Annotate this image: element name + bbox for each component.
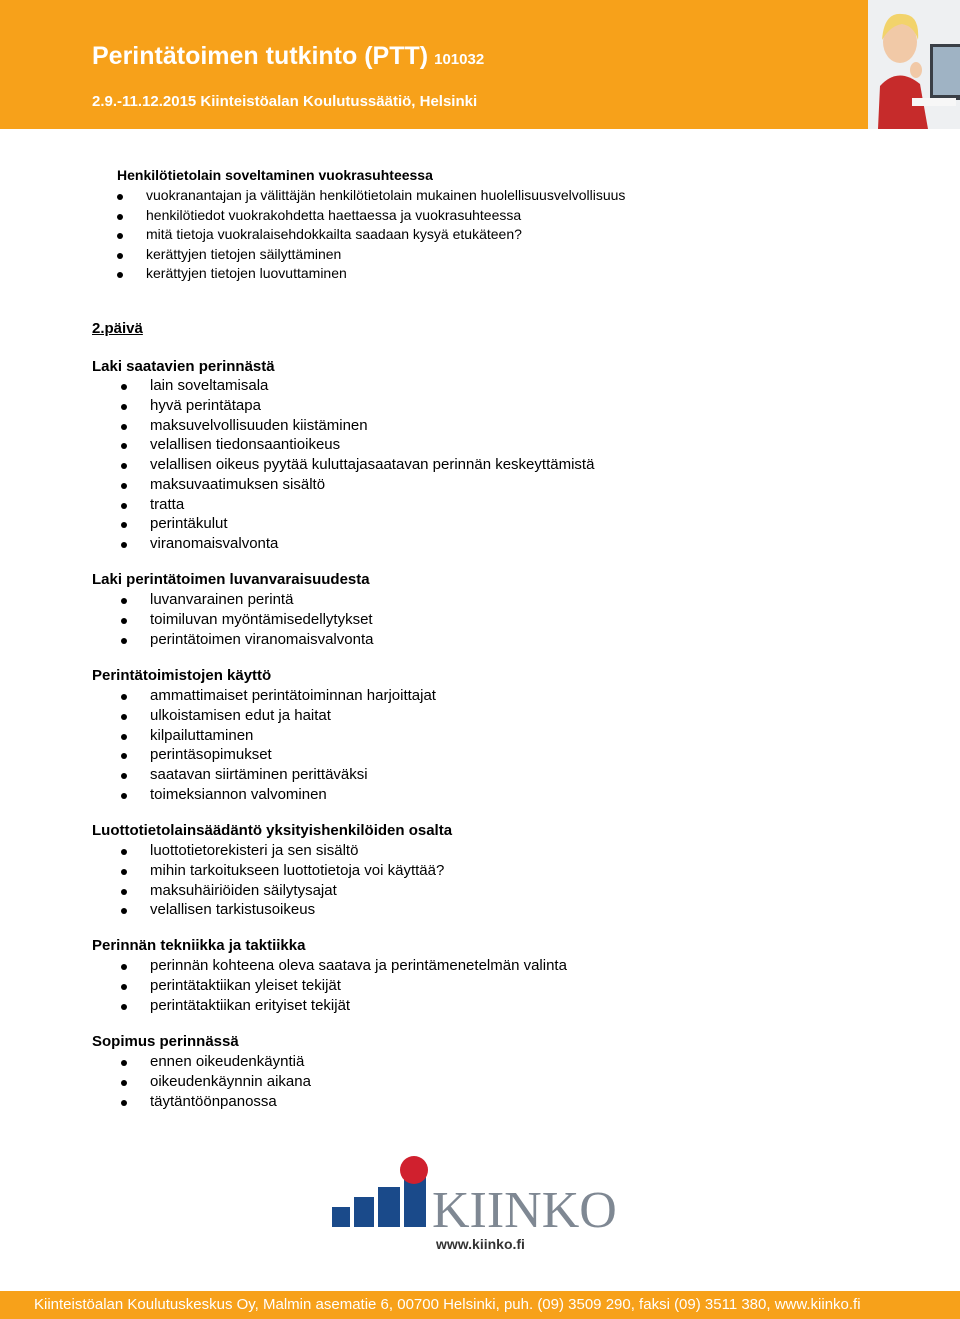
list-item-text: lain soveltamisala <box>150 377 269 394</box>
bullet-icon <box>121 1100 127 1106</box>
bullet-icon <box>121 404 127 410</box>
list-item-text: ennen oikeudenkäyntiä <box>150 1053 305 1070</box>
list-item-text: maksuvelvollisuuden kiistäminen <box>150 416 368 434</box>
bullet-icon <box>121 638 127 644</box>
course-code: 101032 <box>434 51 485 68</box>
list-item-text: maksuhäiriöiden säilytysajat <box>150 881 337 899</box>
section-heading: Perinnän tekniikka ja taktiikka <box>92 937 306 954</box>
list-item-text: kerättyjen tietojen säilyttäminen <box>146 245 342 262</box>
bullet-icon <box>121 384 127 390</box>
bullet-icon <box>121 889 127 895</box>
bullet-icon <box>121 753 127 759</box>
bullet-icon <box>121 463 127 469</box>
bullet-icon <box>117 214 123 220</box>
list-item-text: vuokranantajan ja välittäjän henkilötietolain mukainen huolellisuusvelvollisuus <box>146 187 626 203</box>
kiinko-logo-graphic <box>330 1155 640 1255</box>
list-item-text: velallisen tiedonsaantioikeus <box>150 436 341 454</box>
list-item-text: hyvä perintätapa <box>150 396 261 414</box>
footer-contact: Kiinteistöalan Koulutuskeskus Oy, Malmin asematie 6, 00700 Helsinki, puh. (09) 3509 290, faksi (09) 3511 380, www.kiinko.fi <box>34 1296 861 1313</box>
list-item-text: ammattimaiset perintätoiminnan harjoittajat <box>150 687 436 704</box>
list-item-text: perintäsopimukset <box>150 746 272 764</box>
page-footer <box>0 1291 960 1319</box>
bullet-icon <box>121 984 127 990</box>
list-item-text: luvanvarainen perintä <box>150 591 294 608</box>
list-item-text: maksuvaatimuksen sisältö <box>150 475 326 493</box>
bullet-icon <box>121 443 127 449</box>
list-item-text: toimiluvan myöntämisedellytykset <box>150 610 373 628</box>
list-item-text: perintätaktiikan yleiset tekijät <box>150 976 341 994</box>
list-item-text: velallisen oikeus pyytää kuluttajasaatavan perinnän keskeyttämistä <box>150 456 595 473</box>
list-item-text: velallisen tarkistusoikeus <box>150 901 316 919</box>
list-item-text: toimeksiannon valvominen <box>150 785 327 803</box>
bullet-icon <box>121 1080 127 1086</box>
bullet-icon <box>121 424 127 430</box>
bullet-icon <box>121 908 127 914</box>
bullet-icon <box>117 194 123 200</box>
section-heading: Sopimus perinnässä <box>92 1033 239 1050</box>
list-item-text: perintätoimen viranomaisvalvonta <box>150 630 374 648</box>
section-heading: Perintätoimistojen käyttö <box>92 667 272 684</box>
section-heading: Henkilötietolain soveltaminen vuokrasuhteessa <box>117 167 433 183</box>
list-item-text: luottotietorekisteri ja sen sisältö <box>150 842 359 859</box>
list-item-text: viranomaisvalvonta <box>150 535 279 552</box>
bullet-icon <box>121 522 127 528</box>
bullet-icon <box>121 849 127 855</box>
bullet-icon <box>121 793 127 799</box>
bullet-icon <box>121 734 127 740</box>
bullet-icon <box>117 272 123 278</box>
list-item-text: perinnän kohteena oleva saatava ja perintämenetelmän valinta <box>150 957 567 974</box>
list-item-text: perintätaktiikan erityiset tekijät <box>150 996 351 1014</box>
course-title-text: Perintätoimen tutkinto (PTT) <box>92 42 429 70</box>
bullet-icon <box>121 542 127 548</box>
bullet-icon <box>121 694 127 700</box>
list-item-text: tratta <box>150 495 185 513</box>
bullet-icon <box>121 618 127 624</box>
bullet-icon <box>121 773 127 779</box>
section-heading: Laki saatavien perinnästä <box>92 358 275 375</box>
list-item-text: ulkoistamisen edut ja haitat <box>150 706 331 724</box>
section-heading: Luottotietolainsäädäntö yksityishenkilöiden osalta <box>92 822 453 839</box>
course-dates: 2.9.-11.12.2015 Kiinteistöalan Koulutussäätiö, Helsinki <box>92 93 478 110</box>
kiinko-logo <box>330 1155 640 1255</box>
bullet-icon <box>121 503 127 509</box>
day-label: 2.päivä <box>92 320 143 337</box>
bullet-icon <box>121 1060 127 1066</box>
list-item-text: oikeudenkäynnin aikana <box>150 1072 311 1090</box>
list-item-text: saatavan siirtäminen perittäväksi <box>150 766 368 783</box>
bullet-icon <box>117 253 123 259</box>
list-item-text: kilpailuttaminen <box>150 726 254 744</box>
bullet-icon <box>121 1004 127 1010</box>
bullet-icon <box>121 598 127 604</box>
logo-url: www.kiinko.fi <box>436 1236 525 1252</box>
section-heading: Laki perintätoimen luvanvaraisuudesta <box>92 571 370 588</box>
list-item-text: mihin tarkoitukseen luottotietoja voi käyttää? <box>150 861 445 879</box>
bullet-icon <box>121 483 127 489</box>
bullet-icon <box>121 964 127 970</box>
bullet-icon <box>121 869 127 875</box>
list-item-text: täytäntöönpanossa <box>150 1092 277 1110</box>
bullet-icon <box>117 233 123 239</box>
list-item-text: perintäkulut <box>150 515 228 533</box>
list-item-text: henkilötiedot vuokrakohdetta haettaessa ja vuokrasuhteessa <box>146 206 522 223</box>
logo-wordmark: KIINKO <box>432 1182 617 1239</box>
list-item-text: kerättyjen tietojen luovuttaminen <box>146 265 347 281</box>
list-item-text: mitä tietoja vuokralaisehdokkailta saadaan kysyä etukäteen? <box>146 226 522 242</box>
bullet-icon <box>121 714 127 720</box>
